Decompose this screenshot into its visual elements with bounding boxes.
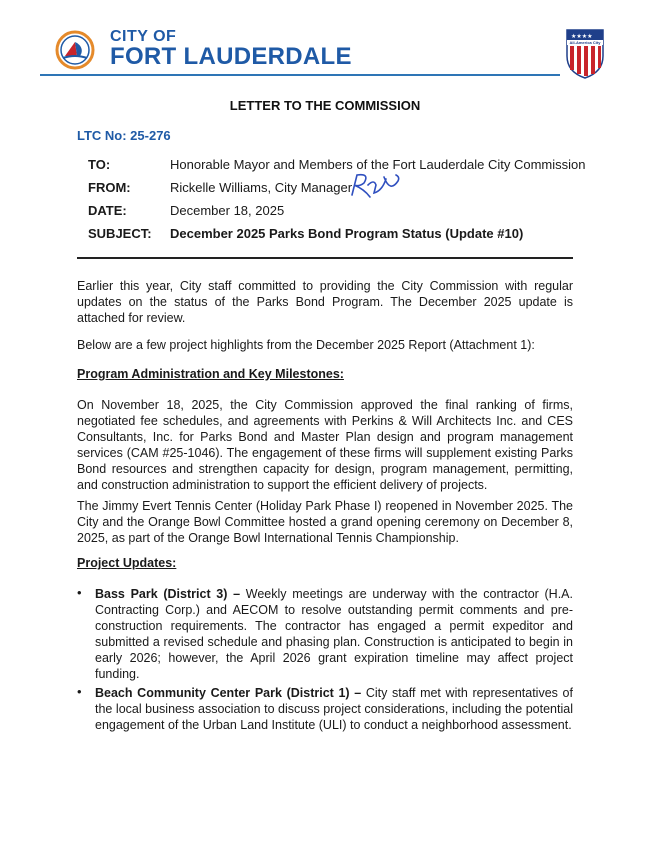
updates-heading: Project Updates: [77,556,177,570]
header-rule [40,74,560,76]
city-name-label: FORT LAUDERDALE [110,43,352,70]
to-value: Honorable Mayor and Members of the Fort Lauderdale City Commission [170,157,586,172]
bullet-title: Bass Park (District 3) – [95,587,241,601]
bullet-dot: • [77,585,82,600]
bullet-body: Weekly meetings are underway with the contractor (H.A. Contracting Corp.) and AECOM to resolve outstanding permit comments and pre-construction requirements. The contractor has engaged a permit expeditor and submitted a revised schedule and phasing plan. Construction is anticipated to begin in early 2026; however, the April 2026 grant expiration timeline may affect project funding. [95,587,573,681]
ltc-number: LTC No: 25-276 [77,128,171,143]
bullet-dot: • [77,684,82,699]
date-value: December 18, 2025 [170,203,285,218]
highlights-intro-paragraph: Below are a few project highlights from the December 2025 Report (Attachment 1): [77,338,535,352]
shield-text: All-America City [569,40,601,46]
letterhead [0,0,650,90]
city-of-label: CITY OF [110,28,177,45]
to-label: TO: [88,157,111,172]
from-label: FROM: [88,180,131,195]
city-seal-icon [55,30,95,70]
program-paragraph-1: On November 18, 2025, the City Commission approved the final ranking of firms, negotiated fee schedules, and agreements with Perkins & Will Architects Inc. and CES Consultants, Inc. for Parks Bond and Master Plan design and program management services (CAM #25-1046). The engagement of these firms will supplement existing Parks Bond resources and strengthen capacity for design, program management, permitting, and construction administration to support the efficient delivery of projects. [77,398,573,492]
bullet-bass-park [95,586,573,682]
document-title: LETTER TO THE COMMISSION [229,98,421,113]
bullet-body: City staff met with representatives of the local business association to discuss project considerations, including the potential engagement of the Urban Land Institute (ULI) to conduct a neighborhood assessment. [95,686,573,732]
intro-paragraph: Earlier this year, City staff committed to providing the City Commission with regular updates on the status of the Parks Bond Program. The December 2025 update is attached for review. [77,279,573,325]
svg-text:★★★★: ★★★★ [571,33,593,40]
memo-divider [77,257,573,259]
subject-label: SUBJECT: [88,226,152,241]
all-america-city-shield-icon [565,28,605,80]
program-heading: Program Administration and Key Milestones: [77,367,344,381]
program-paragraph-2: The Jimmy Evert Tennis Center (Holiday Park Phase I) reopened in November 2025. The City and the Orange Bowl Committee hosted a grand opening ceremony on December 8, 2025, as part of the Orange Bowl International Tennis Championship. [77,499,573,545]
bullet-beach-community-center [95,685,573,733]
subject-value: December 2025 Parks Bond Program Status (Update #10) [170,226,524,241]
signature-initials [348,171,404,199]
from-value: Rickelle Williams, City Manager [170,180,353,195]
bullet-title: Beach Community Center Park (District 1) – [95,686,362,700]
date-label: DATE: [88,203,127,218]
